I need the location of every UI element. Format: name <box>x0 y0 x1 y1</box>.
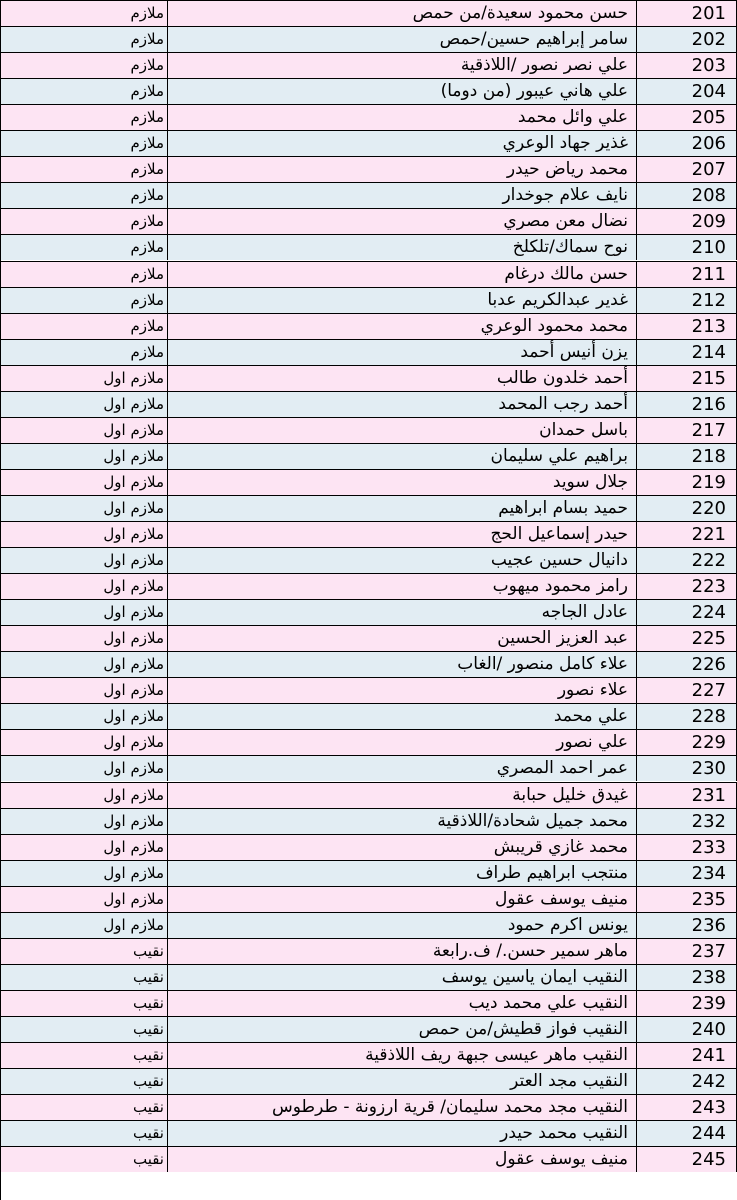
table-row <box>1 313 737 339</box>
rank-cell[interactable]: نقيب <box>1 939 168 964</box>
table-row <box>1 625 737 651</box>
number-cell[interactable]: 225 <box>637 626 737 651</box>
table-row <box>1 26 737 52</box>
rank-cell[interactable]: ملازم <box>1 340 168 365</box>
number-cell[interactable]: 201 <box>637 1 737 26</box>
rank-cell[interactable]: ملازم اول <box>1 444 168 469</box>
name-cell[interactable]: منيف يوسف عقول <box>168 1147 637 1172</box>
number-cell[interactable]: 220 <box>637 496 737 521</box>
table-row <box>1 391 737 417</box>
name-cell[interactable]: النقيب مجد محمد سليمان/ قرية ارزونة - طرطوس <box>168 1095 637 1120</box>
number-cell[interactable]: 207 <box>637 157 737 182</box>
name-cell[interactable]: نايف علام جوخدار <box>168 183 637 208</box>
rank-cell[interactable]: ملازم اول <box>1 835 168 860</box>
name-cell[interactable]: عادل الجاجه <box>168 600 637 625</box>
number-cell[interactable]: 210 <box>637 235 737 260</box>
rank-cell[interactable]: نقيب <box>1 1069 168 1094</box>
rank-cell[interactable]: ملازم اول <box>1 470 168 495</box>
name-cell[interactable]: منتجب ابراهيم طراف <box>168 861 637 886</box>
number-cell[interactable]: 244 <box>637 1121 737 1146</box>
name-cell[interactable]: علي هاني عيبور (من دوما) <box>168 79 637 104</box>
name-cell[interactable]: محمد جميل شحادة/اللاذقية <box>168 809 637 834</box>
rank-cell[interactable]: ملازم اول <box>1 626 168 651</box>
number-cell[interactable]: 239 <box>637 991 737 1016</box>
table-row <box>1 599 737 625</box>
table-row <box>1 182 737 208</box>
table-row <box>1 782 737 808</box>
rank-cell[interactable]: ملازم اول <box>1 783 168 808</box>
rank-cell[interactable]: ملازم اول <box>1 913 168 938</box>
table-row <box>1 104 737 130</box>
table-row <box>1 573 737 599</box>
rank-cell[interactable]: ملازم اول <box>1 522 168 547</box>
table-row <box>1 834 737 860</box>
name-cell[interactable]: أحمد خلدون طالب <box>168 366 637 391</box>
rank-cell[interactable]: ملازم اول <box>1 887 168 912</box>
table-row <box>1 52 737 78</box>
rank-cell[interactable]: ملازم <box>1 131 168 156</box>
number-cell[interactable]: 208 <box>637 183 737 208</box>
table-row <box>1 78 737 104</box>
rank-cell[interactable]: ملازم <box>1 27 168 52</box>
name-cell[interactable]: النقيب محمد حيدر <box>168 1121 637 1146</box>
rank-cell[interactable]: ملازم <box>1 105 168 130</box>
rank-cell[interactable]: ملازم اول <box>1 756 168 781</box>
name-cell[interactable]: براهيم علي سليمان <box>168 444 637 469</box>
number-cell[interactable]: 203 <box>637 53 737 78</box>
rank-cell[interactable]: ملازم اول <box>1 861 168 886</box>
table-row <box>1 495 737 521</box>
number-cell[interactable]: 229 <box>637 730 737 755</box>
name-cell[interactable]: علاء كامل منصور /الغاب <box>168 652 637 677</box>
number-cell[interactable]: 212 <box>637 288 737 313</box>
number-cell[interactable]: 216 <box>637 392 737 417</box>
table-row <box>1 886 737 912</box>
table-row <box>1 990 737 1016</box>
rank-cell[interactable]: ملازم اول <box>1 418 168 443</box>
rank-cell[interactable]: ملازم <box>1 183 168 208</box>
table-row <box>1 0 737 26</box>
number-cell[interactable]: 240 <box>637 1017 737 1042</box>
table-row <box>1 677 737 703</box>
number-cell[interactable]: 226 <box>637 652 737 677</box>
table-row <box>1 417 737 443</box>
table-row <box>1 234 737 260</box>
table-row <box>1 339 737 365</box>
table-row <box>1 651 737 677</box>
number-cell[interactable]: 245 <box>637 1147 737 1172</box>
table-row <box>1 547 737 573</box>
rank-cell[interactable]: نقيب <box>1 1147 168 1172</box>
table-row <box>1 808 737 834</box>
number-cell[interactable]: 238 <box>637 965 737 990</box>
name-cell[interactable]: يونس اكرم حمود <box>168 913 637 938</box>
table-row <box>1 156 737 182</box>
name-cell[interactable]: عبد العزيز الحسين <box>168 626 637 651</box>
table-row <box>1 912 737 938</box>
name-cell[interactable]: حسن محمود سعيدة/من حمص <box>168 1 637 26</box>
rank-cell[interactable]: ملازم اول <box>1 652 168 677</box>
number-cell[interactable]: 222 <box>637 548 737 573</box>
number-cell[interactable]: 215 <box>637 366 737 391</box>
table-row <box>1 443 737 469</box>
rank-cell[interactable]: ملازم <box>1 288 168 313</box>
name-cell[interactable]: غذير جهاد الوعري <box>168 131 637 156</box>
number-cell[interactable]: 223 <box>637 574 737 599</box>
number-cell[interactable]: 209 <box>637 209 737 234</box>
name-cell[interactable]: محمد غازي قريبش <box>168 835 637 860</box>
table-row <box>1 755 737 781</box>
table-row <box>1 521 737 547</box>
name-cell[interactable]: النقيب ماهر عيسى جبهة ريف اللاذقية <box>168 1043 637 1068</box>
number-cell[interactable]: 217 <box>637 418 737 443</box>
rank-cell[interactable]: ملازم <box>1 314 168 339</box>
rank-cell[interactable]: ملازم اول <box>1 809 168 834</box>
table-row <box>1 1094 737 1120</box>
number-cell[interactable]: 230 <box>637 756 737 781</box>
rank-cell[interactable]: نقيب <box>1 991 168 1016</box>
rank-cell[interactable]: ملازم <box>1 157 168 182</box>
table-row <box>1 1068 737 1094</box>
table-row <box>1 1120 737 1146</box>
name-cell[interactable]: حميد بسام ابراهيم <box>168 496 637 521</box>
name-cell[interactable]: النقيب فواز قطيش/من حمص <box>168 1017 637 1042</box>
name-cell[interactable]: النقيب علي محمد ديب <box>168 991 637 1016</box>
name-cell[interactable]: جلال سويد <box>168 470 637 495</box>
number-cell[interactable]: 231 <box>637 783 737 808</box>
rank-cell[interactable]: ملازم <box>1 79 168 104</box>
rank-cell[interactable]: ملازم اول <box>1 392 168 417</box>
number-cell[interactable]: 236 <box>637 913 737 938</box>
table-row <box>1 703 737 729</box>
number-cell[interactable]: 219 <box>637 470 737 495</box>
name-cell[interactable]: علاء نصور <box>168 678 637 703</box>
name-cell[interactable]: محمد رياض حيدر <box>168 157 637 182</box>
rank-cell[interactable]: ملازم اول <box>1 730 168 755</box>
table-row <box>1 469 737 495</box>
name-cell[interactable]: ماهر سمير حسن./ ف.رابعة <box>168 939 637 964</box>
number-cell[interactable]: 213 <box>637 314 737 339</box>
table-row <box>1 964 737 990</box>
name-cell[interactable]: أحمد رجب المحمد <box>168 392 637 417</box>
name-cell[interactable]: نوح سماك/تلكلخ <box>168 235 637 260</box>
table-row <box>1 261 737 287</box>
name-cell[interactable]: حسن مالك درغام <box>168 262 637 287</box>
name-cell[interactable]: علي وائل محمد <box>168 105 637 130</box>
number-cell[interactable]: 242 <box>637 1069 737 1094</box>
rank-cell[interactable]: نقيب <box>1 1017 168 1042</box>
name-cell[interactable]: علي محمد <box>168 704 637 729</box>
rank-cell[interactable]: ملازم اول <box>1 496 168 521</box>
rank-cell[interactable]: ملازم <box>1 1 168 26</box>
number-cell[interactable]: 218 <box>637 444 737 469</box>
table-row <box>1 729 737 755</box>
rank-cell[interactable]: نقيب <box>1 965 168 990</box>
number-cell[interactable]: 211 <box>637 262 737 287</box>
name-cell[interactable]: دانيال حسين عجيب <box>168 548 637 573</box>
number-cell[interactable]: 232 <box>637 809 737 834</box>
table-row <box>1 938 737 964</box>
number-cell[interactable]: 202 <box>637 27 737 52</box>
number-cell[interactable]: 205 <box>637 105 737 130</box>
rank-cell[interactable]: ملازم <box>1 262 168 287</box>
rank-cell[interactable]: ملازم اول <box>1 366 168 391</box>
number-cell[interactable]: 237 <box>637 939 737 964</box>
name-cell[interactable]: سامر إبراهيم حسين/حمص <box>168 27 637 52</box>
name-cell[interactable]: عمر احمد المصري <box>168 756 637 781</box>
name-cell[interactable]: غيدق خليل حبابة <box>168 783 637 808</box>
number-cell[interactable]: 241 <box>637 1043 737 1068</box>
table-row <box>1 1042 737 1068</box>
rank-cell[interactable]: ملازم اول <box>1 548 168 573</box>
name-cell[interactable]: غدير عبدالكريم عدبا <box>168 288 637 313</box>
rank-cell[interactable]: نقيب <box>1 1121 168 1146</box>
name-cell[interactable]: منيف يوسف عقول <box>168 887 637 912</box>
rank-cell[interactable]: ملازم اول <box>1 574 168 599</box>
name-cell[interactable]: محمد محمود الوعري <box>168 314 637 339</box>
rank-cell[interactable]: نقيب <box>1 1095 168 1120</box>
number-cell[interactable]: 235 <box>637 887 737 912</box>
name-cell[interactable]: رامز محمود ميهوب <box>168 574 637 599</box>
name-cell[interactable]: النقيب ايمان ياسين يوسف <box>168 965 637 990</box>
number-cell[interactable]: 206 <box>637 131 737 156</box>
number-cell[interactable]: 214 <box>637 340 737 365</box>
rank-cell[interactable]: ملازم اول <box>1 600 168 625</box>
name-cell[interactable]: نضال معن مصري <box>168 209 637 234</box>
table-row <box>1 130 737 156</box>
number-cell[interactable]: 227 <box>637 678 737 703</box>
number-cell[interactable]: 204 <box>637 79 737 104</box>
number-cell[interactable]: 233 <box>637 835 737 860</box>
table-row <box>1 365 737 391</box>
table-row <box>1 1016 737 1042</box>
number-cell[interactable]: 221 <box>637 522 737 547</box>
table-row <box>1 860 737 886</box>
name-cell[interactable]: حيدر إسماعيل الحج <box>168 522 637 547</box>
number-cell[interactable]: 224 <box>637 600 737 625</box>
name-cell[interactable]: علي نصور <box>168 730 637 755</box>
name-cell[interactable]: علي نصر نصور /اللاذقية <box>168 53 637 78</box>
rank-cell[interactable]: ملازم اول <box>1 704 168 729</box>
name-cell[interactable]: النقيب مجد العتر <box>168 1069 637 1094</box>
rank-cell[interactable]: ملازم <box>1 209 168 234</box>
table-row <box>1 287 737 313</box>
number-cell[interactable]: 243 <box>637 1095 737 1120</box>
table-row <box>1 1146 737 1172</box>
number-cell[interactable]: 234 <box>637 861 737 886</box>
rank-cell[interactable]: ملازم <box>1 235 168 260</box>
rank-cell[interactable]: ملازم <box>1 53 168 78</box>
rank-cell[interactable]: ملازم اول <box>1 678 168 703</box>
name-cell[interactable]: باسل حمدان <box>168 418 637 443</box>
table-row <box>1 208 737 234</box>
rank-cell[interactable]: نقيب <box>1 1043 168 1068</box>
number-cell[interactable]: 228 <box>637 704 737 729</box>
name-cell[interactable]: يزن أنيس أحمد <box>168 340 637 365</box>
